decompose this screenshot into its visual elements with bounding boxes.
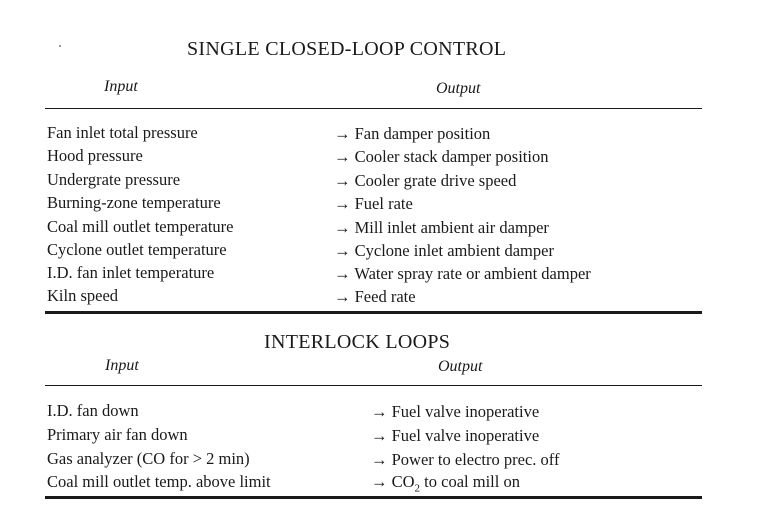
table-row-input: I.D. fan down xyxy=(47,401,139,420)
table-row-input: Primary air fan down xyxy=(47,425,188,444)
section2-output-header: Output xyxy=(438,358,483,375)
section1-output-header: Output xyxy=(436,80,481,97)
table-row-output: → Power to electro prec. off xyxy=(371,450,560,469)
table-row-output: → Cyclone inlet ambient damper xyxy=(334,241,554,260)
table-row-input: Kiln speed xyxy=(47,286,119,305)
table-row-output: → Fuel valve inoperative xyxy=(371,426,540,445)
section1-bottom-rule xyxy=(45,311,702,314)
section2-bottom-rule xyxy=(45,496,702,499)
table-row-input: I.D. fan inlet temperature xyxy=(47,263,215,282)
table-row-output: → Water spray rate or ambient damper xyxy=(334,264,591,283)
output-prefix: → CO xyxy=(371,472,415,491)
table-row-output: → Cooler stack damper position xyxy=(334,147,549,166)
table-row-input: Gas analyzer (CO for > 2 min) xyxy=(47,449,250,468)
table-row-output: → Feed rate xyxy=(334,287,416,306)
table-row-output: → Mill inlet ambient air damper xyxy=(334,218,549,237)
scan-speck xyxy=(59,45,61,47)
table-row-input: Coal mill outlet temperature xyxy=(47,217,234,236)
table-row-output: → Fuel valve inoperative xyxy=(371,402,540,421)
table-row-input: Coal mill outlet temp. above limit xyxy=(47,472,271,491)
table-row-input: Undergrate pressure xyxy=(47,170,181,189)
table-row-input: Fan inlet total pressure xyxy=(47,123,198,142)
table-row-input: Burning-zone temperature xyxy=(47,193,221,212)
co2-subscript: 2 xyxy=(414,482,421,495)
table-row-output: → Fuel rate xyxy=(334,194,413,213)
table-row-output: → Cooler grate drive speed xyxy=(334,171,517,190)
table-row-input: Cyclone outlet temperature xyxy=(47,240,227,259)
table-row-output xyxy=(371,472,520,494)
output-suffix: to coal mill on xyxy=(420,472,520,491)
section-title-single-closed-loop: SINGLE CLOSED-LOOP CONTROL xyxy=(187,38,507,60)
section2-input-header: Input xyxy=(105,357,139,374)
table-row-output: → Fan damper position xyxy=(334,124,491,143)
section1-input-header: Input xyxy=(104,78,138,95)
section-title-interlock-loops: INTERLOCK LOOPS xyxy=(264,331,451,353)
table-row-input: Hood pressure xyxy=(47,146,143,165)
section1-header-rule xyxy=(45,108,702,109)
section2-header-rule xyxy=(45,385,702,386)
